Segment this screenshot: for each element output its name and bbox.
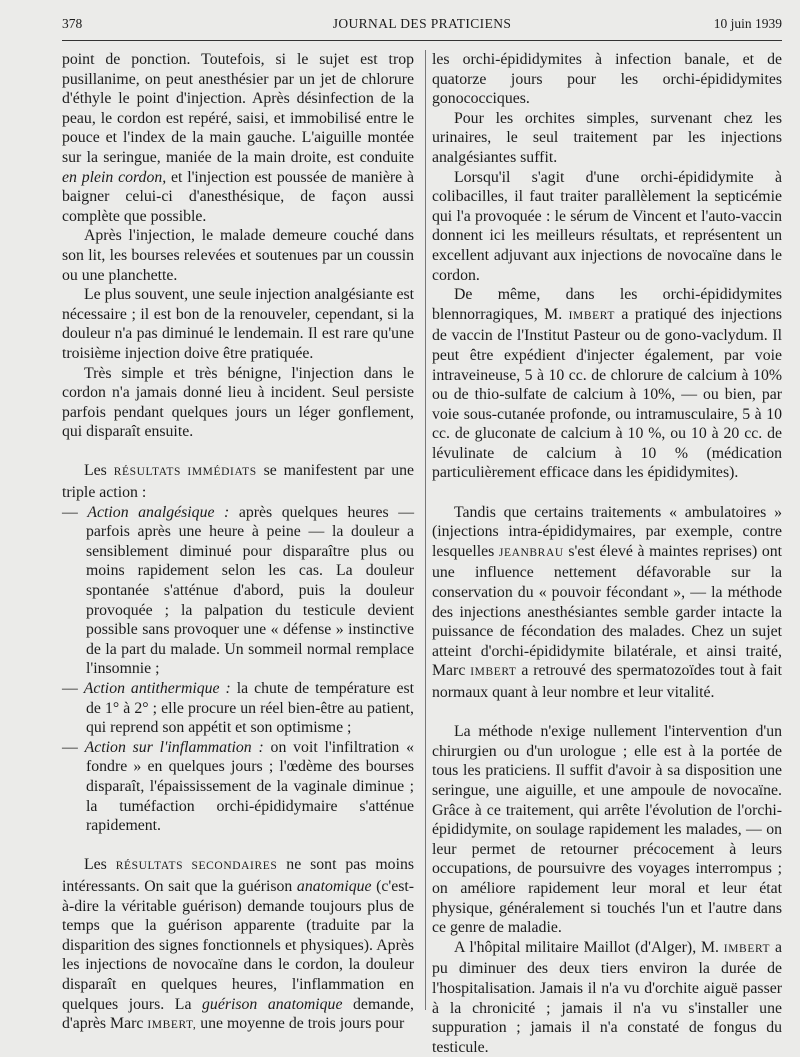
paragraph: A l'hôpital militaire Maillot (d'Alger), M. IMBERT a pu diminuer des deux tiers environ la durée de l'hospitalisation. Jamais il n'a vu d'orchite aiguë passer à la chronicité ; jamais il n'a vu s'installer une suppuration ; jamais il n'a constaté de fongus du testicule. xyxy=(432,938,782,1056)
page-header xyxy=(62,14,782,41)
list-item: — Action antithermique : la chute de température est de 1° à 2° ; elle procure un réel bien-être au patient, qui reprend son appétit et son optimisme ; xyxy=(62,680,414,737)
paragraph: Les RÉSULTATS IMMÉDIATS se manifestent par une triple action : xyxy=(62,462,415,502)
list-item: — Action analgésique : après quelques heures — parfois après une heure à peine — la douleur a sensiblement diminué pour disparaître plus ou moins rapidement selon les cas. La douleur spontanée s'atténue d'abord, puis la douleur provoquée ; la palpation du testicule devient possible sans provoquer une « défense » instinctive de la part du malade. Un sommeil normal remplace l'insomnie ; xyxy=(62,503,415,678)
journal-title: JOURNAL DES PRATICIENS xyxy=(332,16,512,31)
paragraph: Après l'injection, le malade demeure couché dans son lit, les bourses relevées et soutenues par un coussin ou une planchette. xyxy=(62,227,414,284)
paragraph: Le plus souvent, une seule injection analgésiante est nécessaire ; il est bon de la renouveler, cependant, si la douleur n'a pas diminué le lendemain. Il est rare qu'une troisième injection doive être pratiquée. xyxy=(62,286,414,362)
right-column xyxy=(432,50,782,1057)
paragraph: Tandis que certains traitements « ambulatoires » (injections intra-épididymaires, par exemple, contre lesquelles JEANBRAU s'est élevé à maintes reprises) ont une influence nettement défavorable sur la conservation du « pouvoir fécondant », — la méthode des injections anesthésiantes semble garder intacte la puissance de fécondation des malades. Chez un sujet atteint d'orchi-épididymite bilatérale, et ainsi traité, Marc IMBERT a retrouvé des spermatozoïdes tout à fait normaux quant à leur nombre et leur vitalité. xyxy=(432,503,782,701)
paragraph: Lorsqu'il s'agit d'une orchi-épididymite à colibacilles, il faut traiter parallèlement la septicémie qui l'a provoquée : le sérum de Vincent et l'auto-vaccin donnent ici les meilleurs résultats, et représentent un excellent adjuvant aux injections de novocaïne dans le cordon. xyxy=(432,168,782,284)
paragraph: les orchi-épididymites à infection banale, et de quatorze jours pour les orchi-épididymites gonococciques. xyxy=(432,51,782,108)
page-number: 378 xyxy=(62,16,83,31)
list-item: — Action sur l'inflammation : on voit l'infiltration « fondre » en quelques jours ; l'œdème des bourses disparaît, l'épaississement de la vaginale diminue ; la tuméfaction orchi-épididymaire s'atténue rapidement. xyxy=(62,738,415,835)
issue-date: 10 juin 1939 xyxy=(713,16,782,31)
paragraph: La méthode n'exige nullement l'intervention d'un chirurgien ou d'un urologue ; elle est à la portée de tous les praticiens. Il suffit d'avoir à sa disposition une seringue, une aiguille, et une ampoule de novocaïne. Grâce à ce traitement, qui arrête l'évolution de l'orchi-épididymite, on soulage rapidement les malades, — on leur permet de retourner précocement à leurs occupations, de poursuivre des voyages interrompus ; on améliore rapidement leur moral et leur état physique, généralement si touchés l'un et l'autre dans ce genre de maladie. xyxy=(432,723,782,937)
column-divider xyxy=(425,50,426,1010)
paragraph: Les RÉSULTATS SECONDAIRES ne sont pas moins intéressants. On sait que la guérison anatomique (c'est-à-dire la véritable guérison) demande toujours plus de temps que la guérison apparente (traduite par la disparition des signes fonctionnels et physiques). Après les injections de novocaïne dans le cordon, la douleur disparaît en quelques heures, l'inflammation en quelques jours. La guérison anatomique demande, d'après Marc IMBERT, une moyenne de trois jours pour xyxy=(62,856,415,1033)
paragraph: Pour les orchites simples, survenant chez les urinaires, le seul traitement par les injections analgésiantes suffit. xyxy=(432,109,782,166)
paragraph: De même, dans les orchi-épididymites blennorragiques, M. IMBERT a pratiqué des injections de vaccin de l'Institut Pasteur ou de gono-vaclydum. Il peut être expédient d'injecter également, par voie intraveineuse, 5 à 10 cc. de chlorure de calcium à 10% ou de thio-sulfate de calcium à 10%, — ou bien, par voie sous-cutanée profonde, ou intramusculaire, 5 à 10 cc. de gluconate de calcium à 10 %, ou 10 à 20 cc. de lévulinate de calcium à 10 % (médication particulièrement efficace dans les épididymites). xyxy=(432,286,782,482)
paragraph: point de ponction. Toutefois, si le sujet est trop pusillanime, on peut anesthésier par un jet de chlorure d'éthyle le point d'injection. Après désinfection de la peau, le cordon est repéré, saisi, et immobilisé entre le pouce et l'index de la main gauche. L'aiguille montée sur la seringue, maniée de la main droite, est conduite en plein cordon, et l'injection est poussée de manière à baigner celui-ci d'anesthésique, de façon aussi complète que possible. xyxy=(62,51,414,225)
paragraph: Très simple et très bénigne, l'injection dans le cordon n'a jamais donné lieu à incident. Seul persiste parfois pendant quelques jours un léger gonflement, qui disparaît ensuite. xyxy=(62,364,414,441)
left-column xyxy=(62,50,414,1036)
